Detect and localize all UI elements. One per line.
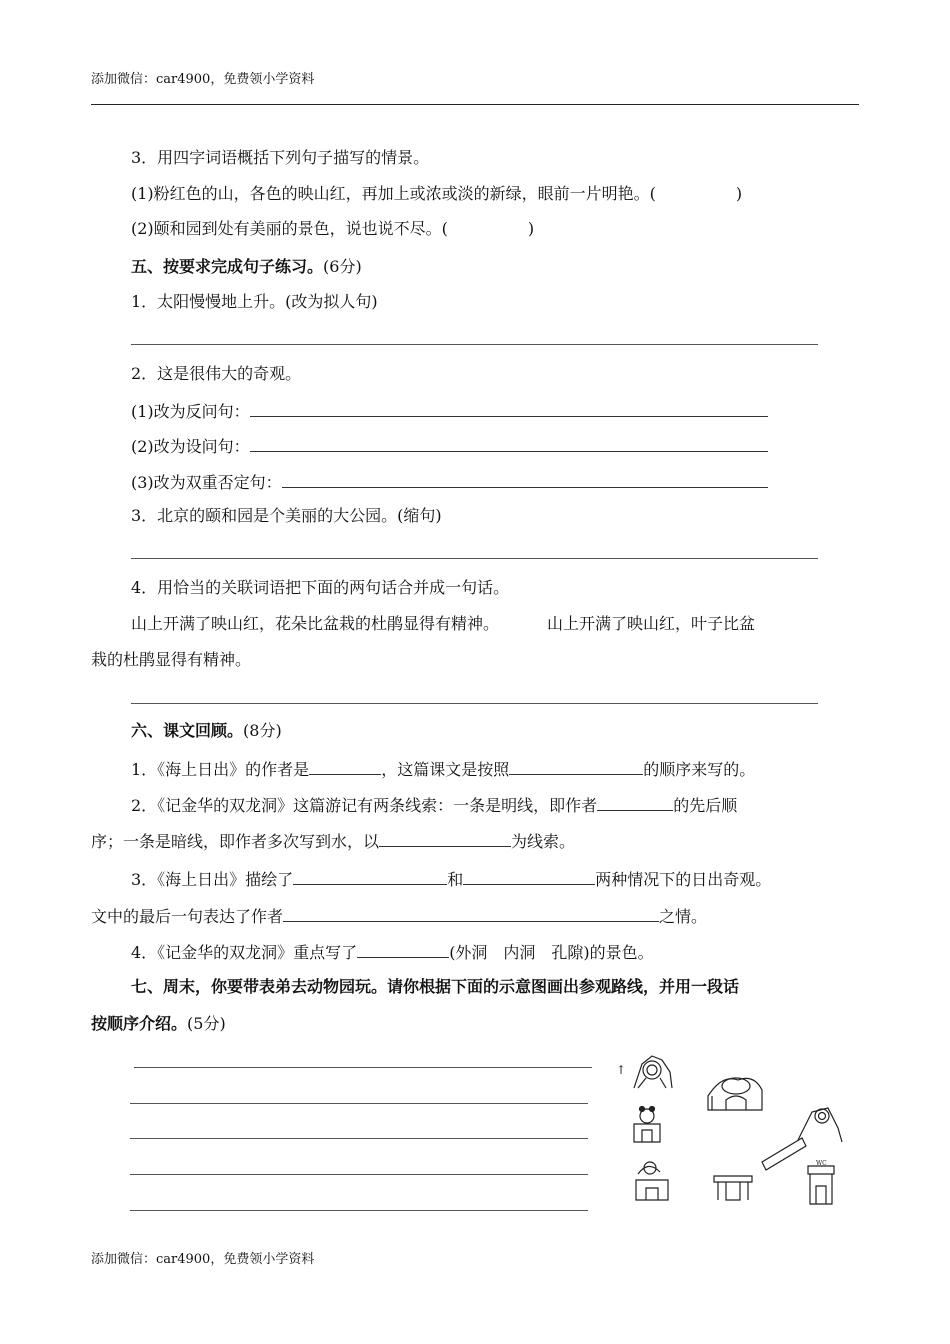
s5-q4: 4．用恰当的关联词语把下面的两句话合并成一句话。 <box>131 578 510 597</box>
s6-q2-cont <box>91 829 575 852</box>
monkey-hill-icon <box>798 1108 842 1142</box>
s6-q3-d: 文中的最后一句表达了作者 <box>91 907 284 926</box>
s6-q2 <box>131 793 737 816</box>
s4-q3-1 <box>131 184 742 204</box>
s6-title: 六、课文回顾。 <box>131 721 244 740</box>
s6-score: (8分) <box>243 721 282 740</box>
s4-q3: 3．用四字词语概括下列句子描写的情景。 <box>131 148 430 167</box>
answer-blank[interactable] <box>597 793 673 811</box>
s6-q2-a: 2．《记金华的双龙洞》这篇游记有两条线索：一条是明线，即作者 <box>131 796 598 815</box>
s6-heading <box>131 721 282 741</box>
s7-title-line2 <box>91 1014 226 1034</box>
s6-q3-b: 和 <box>447 870 464 889</box>
s5-q4-sentence-b: 山上开满了映山红，叶子比盆 <box>547 614 756 633</box>
lion-mountain-icon <box>634 1056 672 1088</box>
s7-title-a: 七、周末，你要带表弟去动物园玩。请你根据下面的示意图画出参观路线，并用一段话 <box>131 977 740 996</box>
s6-q3-e: 之情。 <box>659 907 708 926</box>
s4-q3-2-text: (2)颐和园到处有美丽的景色，说也说不尽。( <box>131 219 448 238</box>
bird-house-icon <box>636 1162 668 1200</box>
answer-line[interactable] <box>130 1210 588 1211</box>
elephant-house-icon <box>708 1078 762 1110</box>
s6-q1-a: 1．《海上日出》的作者是 <box>131 760 310 779</box>
answer-blank[interactable] <box>509 757 643 775</box>
answer-blank[interactable] <box>282 470 768 488</box>
answer-blank[interactable] <box>250 434 768 452</box>
answer-blank[interactable] <box>463 867 595 885</box>
s7-title-b: 按顺序介绍。 <box>91 1014 188 1033</box>
panda-house-icon <box>634 1107 660 1143</box>
s4-q3-2-close: ) <box>527 219 535 238</box>
s5-title: 五、按要求完成句子练习。 <box>131 257 324 276</box>
s5-q1: 1．太阳慢慢地上升。(改为拟人句) <box>131 292 378 311</box>
s5-q2: 2．这是很伟大的奇观。 <box>131 364 302 383</box>
s5-score: (6分) <box>323 257 362 276</box>
page-footer: 添加微信：car4900，免费领小学资料 <box>91 1252 315 1267</box>
s6-q3-cont <box>91 904 707 927</box>
answer-line[interactable] <box>130 1138 588 1139</box>
s5-q4-sentence-a: 山上开满了映山红，花朵比盆栽的杜鹃显得有精神。 <box>131 614 500 633</box>
s5-q2-1-label: (1)改为反问句： <box>131 402 250 421</box>
answer-blank[interactable] <box>379 829 511 847</box>
wc-label: WC <box>816 1160 827 1167</box>
path-bridge-icon <box>762 1138 806 1170</box>
s6-q3 <box>131 867 771 890</box>
answer-blank[interactable] <box>309 757 381 775</box>
answer-blank[interactable] <box>250 399 768 417</box>
s6-q4-a: 4．《记金华的双龙洞》重点写了 <box>131 943 358 962</box>
s6-q1-c: 的顺序来写的。 <box>643 760 756 779</box>
s5-q2-1 <box>131 399 768 422</box>
s6-q1 <box>131 757 755 780</box>
s5-heading <box>131 257 362 277</box>
s6-q3-a: 3．《海上日出》描绘了 <box>131 870 294 889</box>
s5-q4-sentences <box>131 614 755 634</box>
s4-q3-1-text: (1)粉红色的山，各色的映山红，再加上或浓或淡的新绿，眼前一片明艳。( <box>131 184 656 203</box>
s4-q3-2 <box>131 219 534 239</box>
answer-blank[interactable] <box>293 867 447 885</box>
s6-q4 <box>131 940 654 963</box>
answer-blank[interactable] <box>357 940 449 958</box>
s6-q3-c: 两种情况下的日出奇观。 <box>595 870 772 889</box>
north-arrow-icon: ↑ <box>616 1063 627 1077</box>
s4-q3-1-close: ) <box>735 184 743 203</box>
s5-q4-sentence-c: 栽的杜鹃显得有精神。 <box>91 650 252 669</box>
zoo-map <box>612 1050 848 1212</box>
s6-q4-b: (外洞 内洞 孔隙)的景色。 <box>449 943 654 962</box>
s6-q2-c: 序；一条是暗线，即作者多次写到水，以 <box>91 832 380 851</box>
s7-score: (5分) <box>187 1014 226 1033</box>
s6-q2-b: 的先后顺 <box>673 796 738 815</box>
answer-blank[interactable] <box>283 904 659 922</box>
restroom-icon <box>808 1166 834 1204</box>
answer-line[interactable] <box>131 344 818 345</box>
s5-q2-2-label: (2)改为设问句： <box>131 437 250 456</box>
answer-line[interactable] <box>130 1174 588 1175</box>
entrance-gate-icon <box>714 1176 752 1200</box>
page-header: 添加微信：car4900，免费领小学资料 <box>91 72 315 87</box>
answer-line[interactable] <box>134 1067 592 1068</box>
answer-line[interactable] <box>130 1103 588 1104</box>
s5-q2-3-label: (3)改为双重否定句： <box>131 473 282 492</box>
answer-line[interactable] <box>131 703 818 704</box>
s5-q3: 3．北京的颐和园是个美丽的大公园。(缩句) <box>131 506 442 525</box>
header-divider <box>91 104 859 105</box>
s6-q2-d: 为线索。 <box>511 832 576 851</box>
answer-line[interactable] <box>131 558 818 559</box>
s6-q1-b: ，这篇课文是按照 <box>381 760 510 779</box>
s5-q2-2 <box>131 434 768 457</box>
s5-q2-3 <box>131 470 768 493</box>
